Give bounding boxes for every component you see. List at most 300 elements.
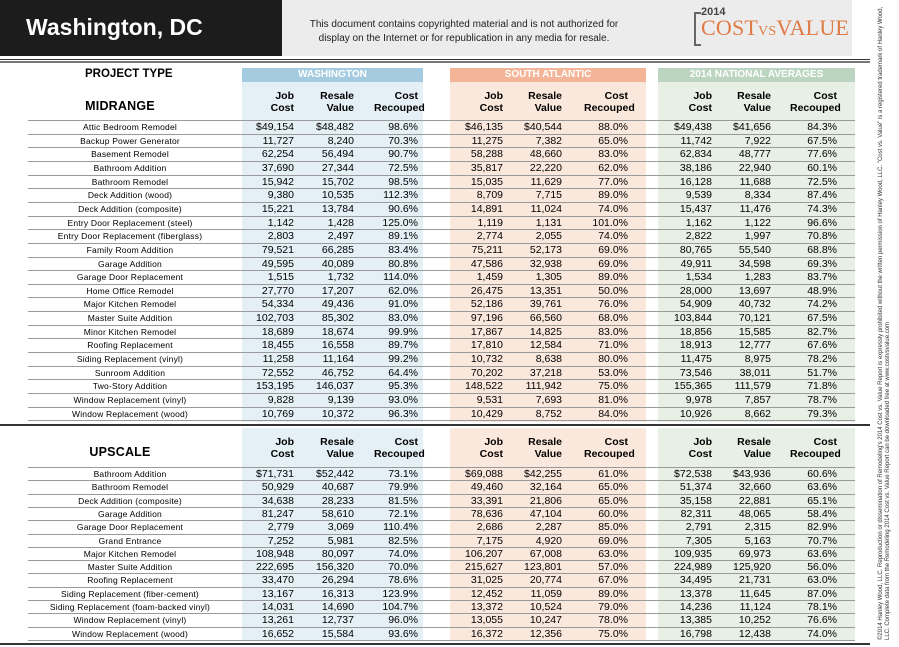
table-cell: 72,552 — [261, 366, 294, 379]
table-cell: 78.1% — [807, 601, 837, 613]
table-cell: 31,025 — [470, 574, 503, 587]
table-cell: 7,175 — [476, 534, 503, 547]
project-name: Bathroom Remodel — [91, 176, 169, 187]
table-cell: 63.0% — [807, 574, 837, 587]
table-cell: 82,311 — [680, 507, 712, 520]
table-cell: 52,173 — [529, 243, 562, 256]
table-cell: 123.9% — [382, 587, 418, 600]
column-header-midrange: Resale Value — [320, 90, 354, 114]
table-cell: 77.6% — [807, 148, 837, 161]
table-cell: 83.0% — [598, 325, 628, 338]
table-cell: 78.6% — [388, 574, 418, 587]
table-cell: 96.0% — [388, 614, 418, 627]
project-name: Entry Door Replacement (fiberglass) — [57, 231, 203, 242]
table-cell: 37,690 — [261, 161, 294, 174]
table-cell: 56,494 — [321, 148, 354, 161]
table-cell: 11,475 — [680, 353, 712, 366]
table-cell: 8,662 — [744, 407, 771, 420]
table-cell: 9,139 — [327, 394, 354, 406]
table-cell: 123,801 — [524, 561, 562, 574]
table-cell: 21,731 — [738, 574, 771, 587]
table-cell: 11,645 — [739, 587, 771, 600]
table-cell: 7,382 — [535, 134, 562, 147]
table-cell: 16,798 — [679, 627, 712, 640]
table-cell: 62.0% — [598, 161, 628, 174]
table-cell: 81.5% — [388, 494, 418, 507]
table-cell: 11,742 — [680, 134, 712, 147]
column-header-upscale: Resale Value — [320, 436, 354, 460]
table-cell: 82.9% — [807, 521, 837, 534]
table-cell: 75.0% — [598, 380, 628, 393]
table-cell: 111,942 — [525, 380, 562, 393]
table-cell: 10,769 — [261, 407, 294, 420]
table-cell: 80,765 — [679, 243, 712, 256]
table-cell: 1,131 — [535, 216, 562, 229]
column-header-midrange: Cost Recouped — [790, 90, 841, 114]
table-cell: 16,128 — [679, 175, 712, 188]
table-cell: 35,817 — [470, 161, 503, 174]
table-cell: 27,344 — [321, 161, 354, 174]
project-name: Deck Addition (wood) — [87, 190, 173, 201]
table-cell: 54,334 — [261, 298, 294, 311]
table-cell: 78.0% — [598, 614, 628, 627]
table-cell: $49,154 — [256, 121, 294, 133]
column-header-midrange: Cost Recouped — [374, 90, 425, 114]
table-cell: 50.0% — [598, 284, 628, 297]
table-cell: 5,163 — [744, 534, 771, 547]
table-cell: 7,922 — [744, 134, 771, 147]
table-cell: 84.0% — [598, 407, 628, 420]
table-cell: 4,920 — [535, 534, 562, 547]
column-header-midrange: Job Cost — [270, 90, 294, 114]
table-cell: 85,302 — [321, 312, 354, 325]
table-cell: 16,652 — [261, 627, 294, 640]
table-cell: 69.3% — [807, 257, 837, 270]
table-cell: $41,656 — [733, 121, 771, 133]
table-cell: 87.4% — [807, 189, 837, 202]
table-cell: 65.0% — [598, 134, 628, 147]
table-cell: 125.0% — [382, 216, 418, 229]
table-cell: 90.6% — [388, 202, 418, 215]
table-cell: 1,459 — [476, 271, 503, 284]
table-cell: 222,695 — [256, 561, 294, 574]
table-cell: 60.0% — [598, 507, 628, 520]
table-cell: 16,313 — [321, 587, 354, 600]
table-cell: 74.3% — [807, 202, 837, 215]
table-cell: 34,598 — [738, 257, 771, 270]
table-cell: 47,586 — [470, 257, 503, 270]
logo-cost: COST — [701, 15, 759, 40]
project-name: Siding Replacement (vinyl) — [76, 354, 184, 365]
table-cell: 70,202 — [470, 366, 503, 379]
column-header-midrange: Job Cost — [688, 90, 712, 114]
table-cell: 15,584 — [321, 627, 354, 640]
table-cell: 1,162 — [685, 216, 712, 229]
table-cell: 58,610 — [321, 507, 354, 520]
table-cell: 22,881 — [738, 494, 771, 507]
section-label-midrange: MIDRANGE — [85, 99, 155, 113]
table-cell: 153,195 — [256, 380, 294, 393]
table-cell: 13,055 — [470, 614, 503, 627]
table-cell: 69,973 — [738, 547, 771, 560]
table-cell: 114.0% — [383, 271, 418, 284]
table-cell: 15,035 — [470, 175, 503, 188]
table-cell: 1,534 — [685, 271, 712, 284]
project-name: Bathroom Addition — [93, 162, 167, 173]
table-cell: 71.0% — [598, 339, 628, 352]
section-divider — [0, 424, 870, 426]
table-cell: 33,470 — [261, 574, 294, 587]
table-cell: 2,497 — [327, 230, 354, 243]
table-cell: 32,660 — [738, 481, 771, 494]
column-header-midrange: Job Cost — [479, 90, 503, 114]
table-cell: 49,911 — [680, 257, 712, 270]
table-cell: 18,913 — [679, 339, 712, 352]
table-cell: 27,770 — [261, 284, 294, 297]
region-header-washington: WASHINGTON — [242, 68, 423, 82]
table-cell: 9,380 — [267, 189, 294, 202]
table-cell: 74.0% — [598, 230, 628, 243]
project-name: Backup Power Generator — [80, 135, 180, 146]
row-divider — [28, 640, 855, 641]
table-cell: 64.4% — [388, 366, 418, 379]
table-cell: 98.6% — [388, 121, 418, 133]
side-copyright-notice: ©2014 Hanley Wood, LLC. Reproduction or dissemination of Remodeling's 2014 Cost vs. Value Report is expressly prohibited without the written permission of Hanley Wood, LLC. "Cost vs. Value" is a registered trademark of Hanley Wood, LLC. Complete data from the Remodeling 2014 Cost vs. Value Report can be downloaded free at www.costvsvalue.com — [878, 6, 891, 640]
table-cell: 10,524 — [529, 601, 562, 613]
table-cell: 12,737 — [321, 614, 354, 627]
title-bar — [0, 0, 282, 56]
table-cell: 16,558 — [321, 339, 354, 352]
table-cell: $46,135 — [465, 121, 503, 133]
table-cell: 2,791 — [685, 521, 712, 534]
project-name: Roofing Replacement — [87, 340, 173, 351]
table-cell: 37,218 — [529, 366, 562, 379]
table-cell: 8,240 — [327, 134, 354, 147]
table-cell: 67,008 — [529, 547, 562, 560]
table-cell: 46,752 — [321, 366, 354, 379]
column-header-upscale: Cost Recouped — [374, 436, 425, 460]
table-cell: 28,233 — [321, 494, 354, 507]
table-cell: 83.0% — [388, 312, 418, 325]
table-cell: 13,385 — [679, 614, 712, 627]
table-cell: 13,378 — [679, 587, 712, 600]
table-cell: $72,538 — [674, 468, 712, 480]
table-cell: $42,255 — [524, 468, 562, 480]
table-cell: 69.0% — [598, 243, 628, 256]
table-cell: 98.5% — [388, 175, 418, 188]
table-cell: $49,438 — [674, 121, 712, 133]
table-cell: 78,636 — [470, 507, 503, 520]
table-cell: 60.1% — [807, 161, 837, 174]
table-cell: 62,254 — [261, 148, 294, 161]
table-cell: 2,686 — [476, 521, 503, 534]
table-cell: 15,942 — [261, 175, 294, 188]
table-cell: 9,828 — [267, 394, 294, 406]
table-cell: 18,856 — [679, 325, 712, 338]
table-cell: 73.1% — [388, 468, 418, 480]
table-cell: 35,158 — [679, 494, 712, 507]
table-cell: 32,164 — [529, 481, 562, 494]
project-name: Bathroom Remodel — [91, 482, 169, 493]
table-cell: 70.3% — [388, 134, 418, 147]
table-cell: 12,452 — [470, 587, 503, 600]
table-cell: 99.2% — [388, 353, 418, 366]
table-cell: 11,727 — [262, 134, 294, 147]
table-cell: 15,221 — [261, 202, 294, 215]
table-cell: 7,715 — [535, 189, 562, 202]
table-cell: 1,122 — [744, 216, 771, 229]
table-cell: 1,142 — [267, 216, 294, 229]
table-cell: 72.5% — [388, 161, 418, 174]
logo-vs: VS — [758, 24, 777, 39]
table-cell: 1,515 — [267, 271, 294, 284]
table-cell: 68.8% — [807, 243, 837, 256]
table-cell: 81.0% — [598, 394, 628, 406]
table-cell: 148,522 — [465, 380, 503, 393]
table-cell: 63.6% — [807, 481, 837, 494]
table-cell: 14,690 — [321, 601, 354, 613]
column-header-upscale: Cost Recouped — [790, 436, 841, 460]
table-cell: 10,926 — [679, 407, 712, 420]
table-cell: 84.3% — [807, 121, 837, 133]
table-cell: 17,207 — [321, 284, 354, 297]
table-cell: 65.0% — [598, 494, 628, 507]
table-cell: 80,097 — [321, 547, 354, 560]
table-cell: 66,285 — [321, 243, 354, 256]
table-cell: 101.0% — [592, 216, 628, 229]
project-name: Master Suite Addition — [87, 313, 173, 324]
project-name: Grand Entrance — [98, 535, 162, 546]
table-cell: 8,709 — [476, 189, 503, 202]
table-cell: 47,104 — [529, 507, 562, 520]
table-cell: 56.0% — [807, 561, 837, 574]
table-cell: 96.6% — [807, 216, 837, 229]
table-cell: 83.0% — [598, 148, 628, 161]
table-cell: 12,356 — [529, 627, 562, 640]
table-cell: 40,687 — [321, 481, 354, 494]
table-cell: 1,428 — [327, 216, 354, 229]
table-cell: 12,584 — [529, 339, 562, 352]
table-cell: 10,252 — [738, 614, 771, 627]
table-cell: 40,732 — [738, 298, 771, 311]
project-name: Window Replacement (vinyl) — [73, 615, 187, 626]
table-cell: 11,258 — [262, 353, 294, 366]
table-cell: 14,891 — [470, 202, 503, 215]
notice-bar — [282, 0, 852, 56]
table-cell: 51,374 — [679, 481, 712, 494]
table-cell: 32,938 — [529, 257, 562, 270]
table-cell: 13,697 — [738, 284, 771, 297]
table-cell: 77.0% — [598, 175, 628, 188]
table-cell: 2,779 — [267, 521, 294, 534]
table-cell: 88.0% — [598, 121, 628, 133]
column-header-upscale: Job Cost — [270, 436, 294, 460]
table-cell: 83.7% — [807, 271, 837, 284]
table-cell: 83.4% — [388, 243, 418, 256]
table-cell: 79,521 — [261, 243, 294, 256]
table-cell: 70.0% — [388, 561, 418, 574]
table-cell: 71.8% — [807, 380, 837, 393]
table-cell: 69.0% — [598, 257, 628, 270]
table-cell: 74.2% — [807, 298, 837, 311]
project-name: Garage Door Replacement — [76, 272, 184, 283]
table-cell: 78.7% — [807, 394, 837, 406]
table-cell: 72.1% — [388, 507, 418, 520]
table-cell: 38,186 — [679, 161, 712, 174]
table-cell: 15,585 — [738, 325, 771, 338]
table-cell: 11,275 — [471, 134, 503, 147]
table-cell: 89.0% — [598, 271, 628, 284]
table-cell: 74.0% — [807, 627, 837, 640]
table-cell: 87.0% — [807, 587, 837, 600]
project-name: Major Kitchen Remodel — [83, 299, 177, 310]
table-cell: 73,546 — [679, 366, 712, 379]
table-cell: 68.0% — [598, 312, 628, 325]
table-cell: 16,372 — [470, 627, 503, 640]
table-cell: 9,978 — [685, 394, 712, 406]
table-cell: 28,000 — [679, 284, 712, 297]
project-name: Deck Addition (composite) — [78, 203, 182, 214]
table-cell: 1,283 — [744, 271, 771, 284]
table-cell: 111,579 — [734, 380, 771, 393]
table-cell: 85.0% — [598, 521, 628, 534]
table-cell: 20,774 — [529, 574, 562, 587]
project-name: Bathroom Addition — [93, 469, 167, 479]
table-cell: 97,196 — [470, 312, 503, 325]
table-cell: $48,482 — [316, 121, 354, 133]
table-cell: 2,822 — [685, 230, 712, 243]
table-cell: 125,920 — [733, 561, 771, 574]
column-header-upscale: Resale Value — [528, 436, 562, 460]
project-name: Garage Addition — [98, 508, 162, 519]
project-name: Garage Addition — [98, 258, 162, 269]
table-cell: 76.6% — [807, 614, 837, 627]
table-cell: 49,595 — [261, 257, 294, 270]
table-cell: 81,247 — [261, 507, 294, 520]
table-cell: 96.3% — [388, 407, 418, 420]
table-cell: 2,803 — [267, 230, 294, 243]
table-cell: 3,069 — [327, 521, 354, 534]
table-cell: 11,059 — [530, 587, 562, 600]
project-type-header: PROJECT TYPE — [85, 68, 173, 80]
column-header-upscale: Job Cost — [688, 436, 712, 460]
table-cell: 34,638 — [261, 494, 294, 507]
project-name: Siding Replacement (fiber-cement) — [61, 588, 199, 599]
project-name: Deck Addition (composite) — [78, 495, 182, 506]
table-cell: 57.0% — [598, 561, 628, 574]
table-cell: 50,929 — [261, 481, 294, 494]
column-header-upscale: Cost Recouped — [584, 436, 635, 460]
table-cell: $43,936 — [733, 468, 771, 480]
cost-vs-value-logo — [694, 4, 854, 50]
project-name: Garage Door Replacement — [76, 522, 184, 533]
table-cell: 106,207 — [465, 547, 503, 560]
table-cell: 75.0% — [598, 627, 628, 640]
table-cell: 18,455 — [261, 339, 294, 352]
table-cell: 15,437 — [679, 202, 712, 215]
logo-bracket — [694, 12, 701, 46]
table-cell: 5,981 — [327, 534, 354, 547]
table-cell: 22,220 — [529, 161, 562, 174]
column-header-midrange: Resale Value — [737, 90, 771, 114]
table-cell: 63.6% — [807, 547, 837, 560]
table-cell: 7,693 — [535, 394, 562, 406]
column-header-upscale: Job Cost — [479, 436, 503, 460]
table-cell: 9,539 — [685, 189, 712, 202]
project-name: Window Replacement (wood) — [71, 628, 189, 639]
table-cell: 49,436 — [321, 298, 354, 311]
table-cell: 215,627 — [465, 561, 503, 574]
table-cell: 9,531 — [476, 394, 503, 406]
table-cell: 11,629 — [530, 175, 562, 188]
table-cell: 99.9% — [388, 325, 418, 338]
table-cell: 11,164 — [322, 353, 354, 366]
top-rule — [0, 59, 870, 60]
table-cell: 104.7% — [382, 601, 418, 613]
table-cell: 13,261 — [261, 614, 294, 627]
table-cell: 8,334 — [744, 189, 771, 202]
table-cell: 10,535 — [321, 189, 354, 202]
table-cell: 79.0% — [598, 601, 628, 613]
table-cell: 14,236 — [679, 601, 712, 613]
table-cell: 12,777 — [738, 339, 771, 352]
table-cell: 48,660 — [529, 148, 562, 161]
table-cell: 89.1% — [388, 230, 418, 243]
project-name: Entry Door Replacement (steel) — [67, 217, 193, 228]
table-cell: $71,731 — [256, 468, 294, 480]
table-cell: 93.0% — [388, 394, 418, 406]
table-cell: 10,732 — [470, 353, 503, 366]
table-cell: 21,806 — [529, 494, 562, 507]
table-cell: 58.4% — [807, 507, 837, 520]
table-cell: 8,638 — [535, 353, 562, 366]
table-cell: 15,702 — [321, 175, 354, 188]
table-cell: 70,121 — [738, 312, 771, 325]
table-cell: 8,975 — [744, 353, 771, 366]
logo-value: VALUE — [776, 15, 850, 40]
table-cell: 2,774 — [476, 230, 503, 243]
table-cell: 62,834 — [679, 148, 712, 161]
table-cell: 61.0% — [598, 468, 628, 480]
table-cell: 110.4% — [383, 521, 418, 534]
table-cell: 18,674 — [321, 325, 354, 338]
page-title: Washington, DC — [26, 14, 203, 40]
table-cell: 67.5% — [807, 312, 837, 325]
table-cell: 65.1% — [807, 494, 837, 507]
table-cell: 95.3% — [388, 380, 418, 393]
table-cell: $40,544 — [524, 121, 562, 133]
top-rule-thick — [0, 61, 870, 63]
table-cell: 91.0% — [388, 298, 418, 311]
table-cell: 65.0% — [598, 481, 628, 494]
table-cell: 13,167 — [261, 587, 294, 600]
region-header-south-atlantic: SOUTH ATLANTIC — [450, 68, 646, 82]
project-name: Two-Story Addition — [92, 381, 168, 392]
table-cell: 2,287 — [535, 521, 562, 534]
project-name: Family Room Addition — [86, 244, 174, 255]
project-name: Window Replacement (wood) — [71, 408, 189, 419]
table-cell: 48.9% — [807, 284, 837, 297]
table-cell: 63.0% — [598, 547, 628, 560]
table-cell: 93.6% — [388, 627, 418, 640]
table-cell: 1,305 — [535, 271, 562, 284]
table-cell: 89.0% — [598, 587, 628, 600]
table-cell: 60.6% — [807, 468, 837, 480]
table-cell: 76.0% — [598, 298, 628, 311]
table-cell: 13,372 — [470, 601, 503, 613]
table-cell: 75,211 — [471, 243, 503, 256]
logo-wordmark — [701, 15, 849, 41]
